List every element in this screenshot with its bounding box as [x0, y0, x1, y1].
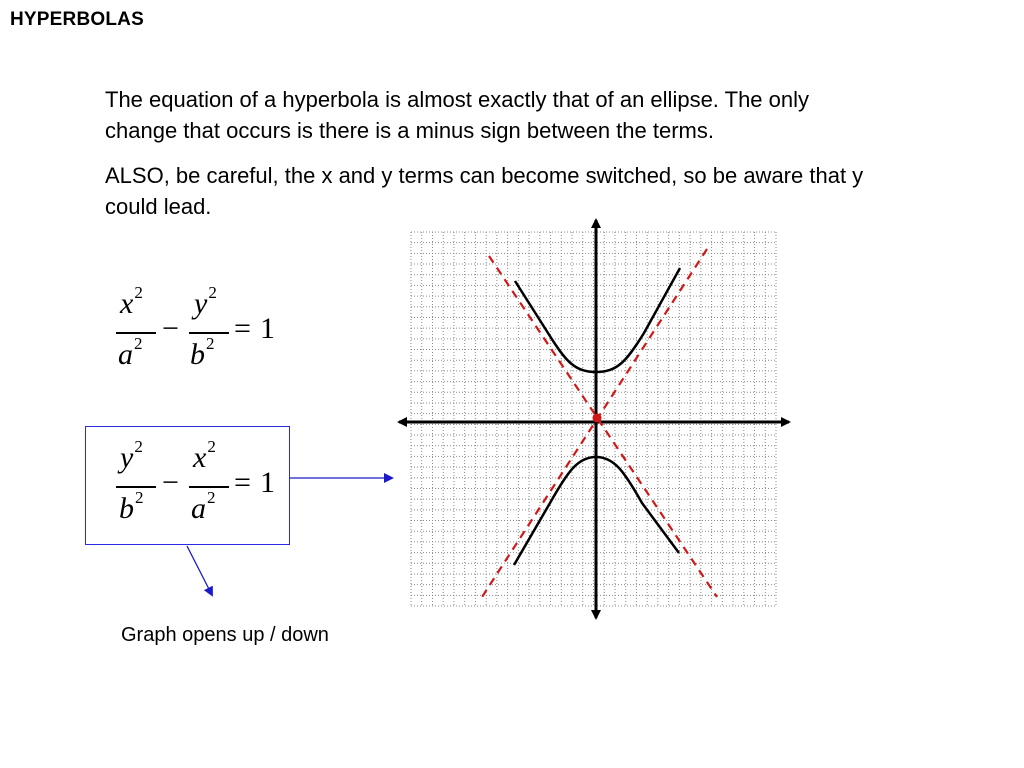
equals-sign: = [234, 466, 251, 499]
equation-rhs: 1 [260, 466, 275, 499]
denominator-a: $a^2$ [191, 488, 216, 525]
equation-rhs: 1 [260, 312, 275, 345]
intro-paragraph: The equation of a hyperbola is almost exactly that of an ellipse. The only change that occurs is there is a minus sign between the terms. [105, 87, 810, 143]
center-point [593, 414, 602, 423]
equals-sign: = [234, 312, 251, 345]
denominator-b: $b^2$ [119, 488, 144, 525]
warning-paragraph: ALSO, be careful, the x and y terms can become switched, so be aware that y could lead. [105, 163, 864, 219]
numerator-y: $y^2$ [120, 437, 143, 474]
minus-sign: − [162, 466, 179, 499]
numerator-x: $x^2$ [120, 283, 143, 320]
denominator-a: $a^2$ [118, 334, 143, 371]
numerator-y: $y^2$ [194, 283, 217, 320]
minus-sign: − [162, 312, 179, 345]
arrow-down-icon [187, 546, 212, 595]
slide-title: HYPERBOLAS [10, 9, 144, 30]
graph-caption: Graph opens up / down [121, 624, 329, 646]
denominator-b: $b^2$ [190, 334, 215, 371]
numerator-x: $x^2$ [193, 437, 216, 474]
